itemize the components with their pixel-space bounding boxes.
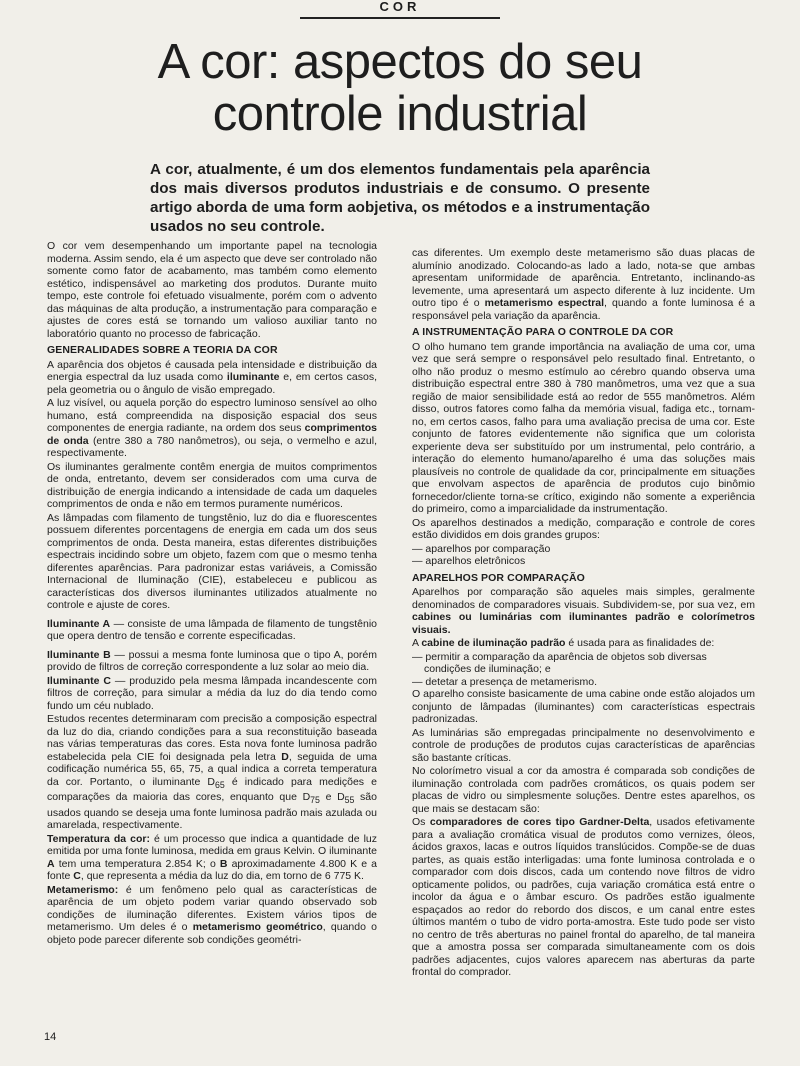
- term: cabine de iluminação padrão: [421, 637, 566, 649]
- text: Estudos recentes determinaram com precisão a composição espectral da luz do dia, criando condições para a sua reconstituição baseada nas várias temperaturas das cores. Esta nova fonte luminosa padrão estabelecida pela CIE foi designada pela letra: [47, 713, 377, 763]
- text: tem uma temperatura 2.854 K; o: [54, 857, 220, 870]
- text: é usada para as finalidades de:: [565, 637, 715, 649]
- illuminant-b: [47, 649, 377, 674]
- text: cas diferentes. Um exemplo deste metamerismo são duas placas de alumínio anodizado. Colocando-as lado a lado, nota-se que ambas apresentam uniformidade de aparência. Entretanto, inclinando-as levemente, uma apresentará um aspecto diferente à luz incidente. Um outro tipo é o: [412, 247, 755, 309]
- section-label: COR: [379, 0, 421, 14]
- article-lead: A cor, atualmente, é um dos elementos fundamentais pela aparência dos mais diversos produtos industriais e de consumo. O presente artigo aborda de uma form aobjetiva, os métodos e a instrumentação usados no seu controle.: [150, 161, 650, 235]
- metamerism-paragraph: [47, 884, 377, 947]
- term: Iluminante B: [47, 648, 111, 661]
- term: metamerismo geométrico: [192, 921, 323, 934]
- text: é indicado para medições e comparações da maioria das cores, enquanto que D: [47, 775, 377, 804]
- page-number: 14: [44, 1031, 57, 1043]
- paragraph: [412, 816, 755, 979]
- list-item: — aparelhos eletrônicos: [412, 555, 755, 568]
- text: , seguida de uma codificação numérica 55, 65, 75, a qual indica a correta temperatura da cor. Portanto, o iluminante D: [47, 750, 377, 788]
- text: são usados quando se deseja uma fonte luminosa padrão mais azulada ou amarelada, respectivamente.: [47, 791, 377, 832]
- heading-instrumentacao: A INSTRUMENTAÇÃO PARA O CONTROLE DA COR: [412, 326, 674, 338]
- text: Os: [412, 816, 430, 828]
- term: iluminante: [226, 371, 280, 383]
- text: Aparelhos por comparação são aqueles mais simples, geralmente denominados de comparadores visuais. Subdividem-se, por sua vez, em: [412, 586, 755, 611]
- paragraph: Os iluminantes geralmente contêm energia de muitos comprimentos de onda, entretanto, devem ser considerados com uma curva de distribuição de energia indicando a intensidade de cada um daqueles comprimentos de onda e não em termos puramente numéricos.: [47, 460, 377, 510]
- text: aproximadamente 4.800 K e a fonte: [47, 857, 377, 883]
- paragraph: As lâmpadas com filamento de tungstênio, luz do dia e fluorescentes possuem diferentes porcentagens de energia em cada um dos seus comprimentos de onda. Desta maneira, estas diferentes distribuições espectrais incidindo sobre um objeto, fazem com que o mesmo tenha diferentes aparências. Para padronizar estas variáveis, a Comissão Internacional de Iluminação (CIE), estabeleceu e publicou as características dos diversos iluminantes utilizados atualmente no controle e ajuste de cores.: [47, 511, 377, 611]
- term: cabines ou luminárias com iluminantes padrão e colorímetros visuais.: [412, 611, 755, 636]
- heading-comparacao: APARELHOS POR COMPARAÇÃO: [412, 571, 585, 584]
- text: é um fenômeno pelo qual as características de aparência de um objeto podem variar quando observado sob condições de iluminação diferentes. Existem vários tipos de metamerismo. Um deles é o: [47, 883, 377, 934]
- text: — produzido pela mesma lâmpada incandescente com filtros de correção, para simular a média da luz do dia tendo como fundo um céu nublado.: [47, 674, 377, 712]
- device-groups-list: [412, 543, 755, 568]
- text: é um processo que indica a quantidade de luz emitida por uma fonte luminosa, medida em graus Kelvin. O iluminante: [47, 832, 377, 858]
- text: , usados efetivamente para a avaliação cromática visual de produtos como vernizes, óleos, ácidos graxos, lacas e outros líquidos translúcidos. Compõe-se de duas partes, as quais estão interligadas: uma fonte luminosa controlada e o comparador com dois discos, cada um contendo nove filtros de vidro opticamente polidos, ou padrões, cuja variação cromática está entre o incolor da água e o âmbar escuro. Os padrões estão igualmente espaçados ao redor do rebordo dos discos, e um canal entre estes últimos mantém o tubo de vidro porta-amostra. Este tudo pode ser visto no centro de três aberturas no painel frontal do aparelho, de tal maneira que a amostra possa ser comparada simultaneamente com os dois padrões adjacentes, cujos valores aparecem nas aberturas da parte frontal do comprador.: [412, 816, 755, 978]
- paragraph: [47, 713, 377, 832]
- text: (entre 380 a 780 nanômetros), ou seja, o vermelho e azul, respectivamente.: [47, 434, 377, 459]
- illuminant-c: [47, 675, 377, 713]
- term: A: [47, 857, 55, 870]
- term: Temperatura da cor:: [47, 832, 150, 845]
- term: comparadores de cores tipo Gardner-Delta: [429, 816, 650, 828]
- term: B: [219, 857, 228, 870]
- paragraph: [47, 359, 377, 397]
- list-item: — detetar a presença de metamerismo.: [412, 676, 755, 689]
- text: e D: [319, 791, 345, 804]
- term: comprimentos de onda: [47, 422, 377, 447]
- intro-paragraph: O cor vem desempenhando um importante papel na tecnologia moderna. Assim sendo, ela é um aspecto que deve ser controlado não somente como fator de acabamento, mas também como elemento estético, indispensável ao marketing dos produtos. Durante muito tempo, este controle foi efetuado visualmente, porém com o advento das máquinas de alta produção, a instrumentação para comparação e ajustes de cores está se tornando um valioso auxiliar tanto no laboratório quanto no processo de fabricação.: [47, 240, 377, 340]
- paragraph: [412, 586, 755, 636]
- text: A aparência dos objetos é causada pela intensidade e distribuição da energia espectral da luz usada como: [47, 358, 377, 383]
- list-item: — aparelhos por comparação: [412, 543, 755, 556]
- illuminant-a: [47, 618, 377, 643]
- text: , quando o objeto pode parecer diferente sob condições geométri-: [47, 921, 377, 946]
- term: C: [73, 870, 81, 883]
- paragraph: [412, 247, 755, 322]
- paragraph: No colorímetro visual a cor da amostra é comparada sob condições de iluminação controlada com padrões cromáticos, os quais podem ser placas de vidro ou simplesmente soluções. Dentre estes aparelhos, os que mais se destacam são:: [412, 765, 755, 815]
- text: — consiste de uma lâmpada de filamento de tungstênio que opera dentro de tensão e corrente especificadas.: [47, 617, 377, 642]
- text: e, em certos casos, pela geometria ou o ângulo de visão empregado.: [47, 371, 377, 396]
- text: , quando a fonte luminosa é a responsável pela variação da aparência.: [412, 297, 756, 322]
- term: D: [281, 750, 289, 763]
- section-rule: [300, 17, 500, 19]
- term: Iluminante A: [47, 617, 111, 630]
- paragraph: [412, 637, 755, 650]
- term: Metamerismo:: [47, 883, 119, 896]
- paragraph: O olho humano tem grande importância na avaliação de uma cor, uma vez que será sempre o responsável pelo resultado final. Entretanto, o olho não produz o mesmo estímulo ao cérebro quando observa uma distribuição espectral entre 380 à 780 manômetros, uma vez que a sua região de maior sensibilidade está ao redor de 555 manômetros. Além disso, outros fatores como falha da memória visual, fadiga etc., tornam-no, em certos casos, falho para uma avaliação precisa de uma cor. Este conjunto de fatores evidentemente não significa que um colorista experiente deva ser substituído por um instrumental, pelo contrário, a interação do elemento humano/aparelho é uma das soluções mais plausíveis no controle de qualidade da cor, principalmente em situações que envolvam aspectos de aparência de produtos cujo binômio fornecedor/cliente torna-se crítico, exigindo não somente a experiência do primeiro, como a imparcialidade da instrumentação.: [412, 340, 755, 515]
- text: A: [412, 637, 422, 649]
- heading-generalidades: GENERALIDADES SOBRE A TEORIA DA COR: [47, 344, 278, 356]
- paragraph: Os aparelhos destinados a medição, comparação e controle de cores estão divididos em dois grandes grupos:: [412, 516, 755, 541]
- left-column: [47, 240, 377, 947]
- purposes-list: [412, 651, 755, 689]
- term: metamerismo espectral: [484, 297, 605, 309]
- right-column: [412, 247, 755, 980]
- paragraph: O aparelho consiste basicamente de uma cabine onde estão alojados um conjunto de lâmpadas (iluminantes) com características espectrais padronizadas.: [412, 688, 755, 725]
- paragraph: As luminárias são empregadas principalmente no desenvolvimento e controle de produções de produtos cujas características de aparências são bastante críticas.: [412, 726, 755, 764]
- subscript: 65: [215, 779, 225, 790]
- text: A luz visível, ou aquela porção do espectro luminoso sensível ao olho humano, está compreendida na disposição espacial dos seus componentes de energia radiante, na ordem dos seus: [47, 397, 377, 434]
- article-title: A cor: aspectos do seu controle industrial: [157, 35, 643, 141]
- subscript: 55: [344, 795, 355, 806]
- color-temperature-paragraph: [47, 833, 377, 883]
- term: Iluminante C: [47, 674, 111, 687]
- list-item: — permitir a comparação da aparência de objetos sob diversas condições de iluminação; e: [412, 651, 755, 676]
- paragraph: [47, 397, 377, 460]
- text: , que representa a média da luz do dia, em torno de 6 775 K.: [80, 870, 364, 883]
- text: — possui a mesma fonte luminosa que o tipo A, porém provido de filtros de correção correspondente a luz solar ao meio dia.: [47, 648, 377, 673]
- subscript: 75: [310, 795, 320, 806]
